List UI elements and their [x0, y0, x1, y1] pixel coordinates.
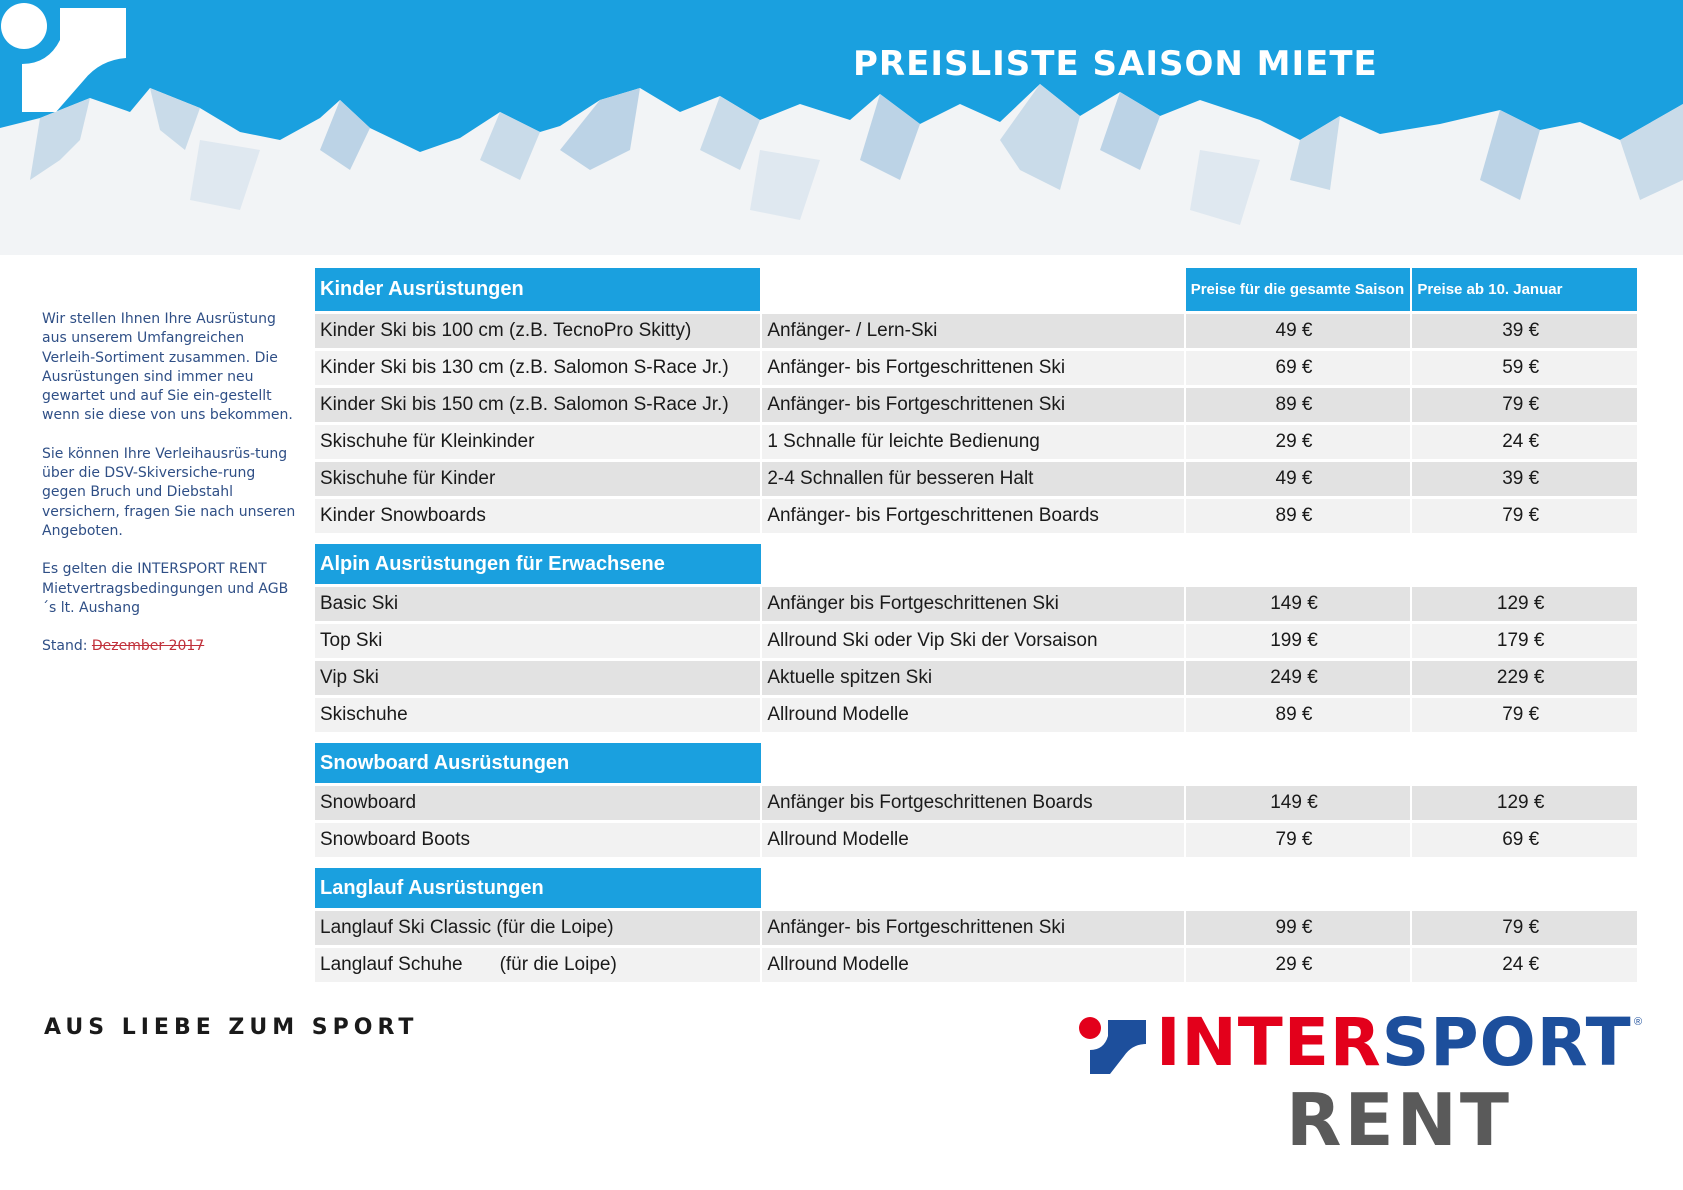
description-cell: Anfänger- bis Fortgeschrittenen Ski	[762, 351, 1183, 385]
season-price-cell: 149 €	[1186, 786, 1411, 820]
january-price-cell: 59 €	[1412, 351, 1637, 385]
table-row	[315, 425, 1637, 459]
item-cell: Snowboard	[315, 786, 760, 820]
table-row	[315, 698, 1637, 732]
brand-name-sport: SPORT	[1381, 1004, 1632, 1081]
section-title: Alpin Ausrüstungen für Erwachsene	[315, 544, 761, 584]
description-cell: Allround Modelle	[762, 698, 1183, 732]
intersport-logo-icon	[1078, 1014, 1148, 1076]
january-price-cell: 129 €	[1412, 587, 1637, 621]
table-row	[315, 661, 1637, 695]
info-text-insurance: Sie können Ihre Verleihausrüs-tung über die DSV-Skiversiche-rung gegen Bruch und Diebstahl versichern, fragen Sie nach unseren Angeboten.	[42, 445, 296, 539]
table-row	[315, 911, 1637, 945]
item-cell: Langlauf Schuhe (für die Loipe)	[315, 948, 760, 982]
season-price-cell: 89 €	[1186, 388, 1411, 422]
description-cell: Anfänger- / Lern-Ski	[762, 314, 1183, 348]
table-row	[315, 388, 1637, 422]
description-cell: Allround Modelle	[762, 823, 1183, 857]
description-cell: 2-4 Schnallen für besseren Halt	[762, 462, 1183, 496]
season-price-cell: 149 €	[1186, 587, 1411, 621]
item-cell: Skischuhe für Kinder	[315, 462, 760, 496]
season-price-cell: 79 €	[1186, 823, 1411, 857]
january-price-cell: 39 €	[1412, 462, 1637, 496]
table-row	[315, 314, 1637, 348]
season-price-cell: 69 €	[1186, 351, 1411, 385]
section-title: Kinder Ausrüstungen	[315, 268, 760, 311]
brand-rent: RENT	[1286, 1078, 1512, 1162]
registered-mark: ®	[1634, 1016, 1643, 1028]
january-price-cell: 24 €	[1412, 425, 1637, 459]
january-price-cell: 39 €	[1412, 314, 1637, 348]
stand-date: Dezember 2017	[91, 638, 205, 655]
price-table	[315, 268, 1637, 985]
january-price-cell: 79 €	[1412, 698, 1637, 732]
brand-name	[1156, 1004, 1632, 1081]
item-cell: Skischuhe	[315, 698, 760, 732]
january-price-cell: 129 €	[1412, 786, 1637, 820]
item-cell: Skischuhe für Kleinkinder	[315, 425, 760, 459]
column-header-season: Preise für die gesamte Saison	[1186, 268, 1411, 311]
intersport-rent-logo	[1078, 1004, 1648, 1162]
january-price-cell: 179 €	[1412, 624, 1637, 658]
table-row	[315, 823, 1637, 857]
section-title: Snowboard Ausrüstungen	[315, 743, 761, 783]
section-header-row	[315, 268, 1637, 311]
season-price-cell: 49 €	[1186, 314, 1411, 348]
intersport-mark-icon	[0, 0, 130, 115]
item-cell: Kinder Snowboards	[315, 499, 760, 533]
description-cell: 1 Schnalle für leichte Bedienung	[762, 425, 1183, 459]
section-header-row	[315, 868, 1637, 908]
item-cell: Basic Ski	[315, 587, 760, 621]
info-text-equipment: Wir stellen Ihnen Ihre Ausrüstung aus unserem Umfangreichen Verleih-Sortiment zusammen. Die Ausrüstungen sind immer neu gewartet und auf Sie ein-gestellt wenn sie diese von uns bekommen.	[42, 311, 293, 424]
table-row	[315, 587, 1637, 621]
item-cell: Vip Ski	[315, 661, 760, 695]
item-cell: Kinder Ski bis 130 cm (z.B. Salomon S-Race Jr.)	[315, 351, 760, 385]
season-price-cell: 29 €	[1186, 425, 1411, 459]
season-price-cell: 99 €	[1186, 911, 1411, 945]
item-cell: Kinder Ski bis 100 cm (z.B. TecnoPro Skitty)	[315, 314, 760, 348]
description-cell: Allround Ski oder Vip Ski der Vorsaison	[762, 624, 1183, 658]
season-price-cell: 89 €	[1186, 698, 1411, 732]
season-price-cell: 89 €	[1186, 499, 1411, 533]
table-row	[315, 948, 1637, 982]
page-title: PREISLISTE SAISON MIETE	[853, 44, 1378, 84]
stand-line	[42, 637, 297, 656]
info-sidebar	[42, 310, 297, 675]
season-price-cell: 249 €	[1186, 661, 1411, 695]
header-banner	[0, 0, 1683, 255]
january-price-cell: 79 €	[1412, 388, 1637, 422]
january-price-cell: 69 €	[1412, 823, 1637, 857]
table-row	[315, 786, 1637, 820]
header-spacer	[762, 268, 1183, 311]
january-price-cell: 229 €	[1412, 661, 1637, 695]
january-price-cell: 24 €	[1412, 948, 1637, 982]
description-cell: Anfänger- bis Fortgeschrittenen Boards	[762, 499, 1183, 533]
table-row	[315, 499, 1637, 533]
item-cell: Snowboard Boots	[315, 823, 760, 857]
season-price-cell: 29 €	[1186, 948, 1411, 982]
brand-name-inter: INTER	[1156, 1004, 1382, 1081]
description-cell: Aktuelle spitzen Ski	[762, 661, 1183, 695]
slogan: AUS LIEBE ZUM SPORT	[44, 1015, 419, 1040]
table-row	[315, 462, 1637, 496]
column-header-from-january: Preise ab 10. Januar	[1412, 268, 1637, 311]
season-price-cell: 49 €	[1186, 462, 1411, 496]
item-cell: Langlauf Ski Classic (für die Loipe)	[315, 911, 760, 945]
january-price-cell: 79 €	[1412, 911, 1637, 945]
table-row	[315, 624, 1637, 658]
description-cell: Anfänger- bis Fortgeschrittenen Ski	[762, 388, 1183, 422]
table-row	[315, 351, 1637, 385]
item-cell: Kinder Ski bis 150 cm (z.B. Salomon S-Race Jr.)	[315, 388, 760, 422]
description-cell: Anfänger- bis Fortgeschrittenen Ski	[762, 911, 1183, 945]
description-cell: Allround Modelle	[762, 948, 1183, 982]
section-header-row	[315, 743, 1637, 783]
description-cell: Anfänger bis Fortgeschrittenen Boards	[762, 786, 1183, 820]
season-price-cell: 199 €	[1186, 624, 1411, 658]
section-title: Langlauf Ausrüstungen	[315, 868, 761, 908]
stand-label: Stand:	[42, 638, 88, 655]
mountain-panorama	[0, 0, 1683, 255]
item-cell: Top Ski	[315, 624, 760, 658]
january-price-cell: 79 €	[1412, 499, 1637, 533]
description-cell: Anfänger bis Fortgeschrittenen Ski	[762, 587, 1183, 621]
section-header-row	[315, 544, 1637, 584]
info-text-terms: Es gelten die INTERSPORT RENT Mietvertragsbedingungen und AGB´s lt. Aushang	[42, 561, 289, 616]
